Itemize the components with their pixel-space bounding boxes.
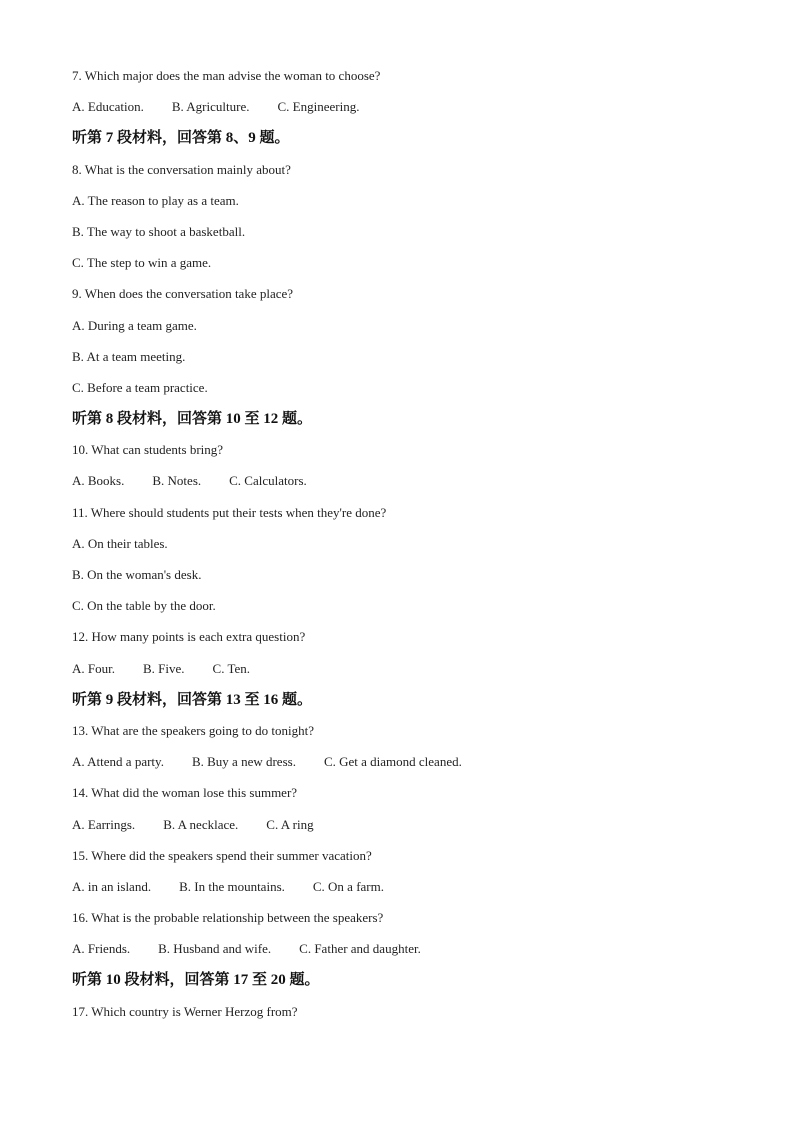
answer-option: C. Calculators. xyxy=(229,473,307,489)
answer-option: A. During a team game. xyxy=(72,317,197,333)
answer-option: A. On their tables. xyxy=(72,535,168,551)
answer-option: B. Five. xyxy=(142,660,185,676)
answer-option: A. Four. xyxy=(72,660,115,676)
question-text: 17. Which country is Werner Herzog from? xyxy=(72,1003,298,1019)
question-text: 9. When does the conversation take place? xyxy=(72,286,294,302)
question-text: 14. What did the woman lose this summer? xyxy=(72,785,298,801)
answer-option: C. On the table by the door. xyxy=(72,598,216,614)
answer-option: B. Husband and wife. xyxy=(158,941,272,957)
answer-option: A. Education. xyxy=(72,99,144,115)
answer-option: B. In the mountains. xyxy=(179,878,285,894)
question-text: 10. What can students bring? xyxy=(72,442,224,458)
answer-option: B. Notes. xyxy=(152,473,202,489)
answer-option: B. At a team meeting. xyxy=(72,348,186,364)
answer-option: C. Ten. xyxy=(212,660,251,676)
section-heading: 听第 7 段材料，回答第 8、9 题。 xyxy=(72,130,290,147)
answer-option: A. Earrings. xyxy=(72,816,136,832)
answer-option: B. Agriculture. xyxy=(171,99,250,115)
answer-option: B. Buy a new dress. xyxy=(191,754,296,770)
section-heading: 听第 8 段材料，回答第 10 至 12 题。 xyxy=(72,411,313,428)
question-text: 8. What is the conversation mainly about? xyxy=(72,161,291,177)
answer-option: C. Father and daughter. xyxy=(299,941,421,957)
answer-option: C. The step to win a game. xyxy=(72,255,212,271)
answer-option: C. Get a diamond cleaned. xyxy=(323,754,462,770)
answer-option: C. Before a team practice. xyxy=(72,379,208,395)
answer-option: C. A ring xyxy=(266,816,314,832)
answer-options-row xyxy=(72,751,752,782)
question-text: 16. What is the probable relationship between the speakers? xyxy=(72,910,384,926)
answer-option: A. Friends. xyxy=(72,941,131,957)
exam-page-body xyxy=(72,65,752,1032)
answer-options-row xyxy=(72,470,752,501)
question-text: 13. What are the speakers going to do tonight? xyxy=(72,722,315,738)
answer-option: A. Attend a party. xyxy=(72,754,164,770)
answer-options-row xyxy=(72,876,752,907)
section-heading: 听第 9 段材料，回答第 13 至 16 题。 xyxy=(72,691,313,708)
answer-options-row xyxy=(72,658,752,689)
question-text: 12. How many points is each extra question? xyxy=(72,629,306,645)
question-text: 7. Which major does the man advise the woman to choose? xyxy=(72,68,381,83)
section-heading: 听第 10 段材料，回答第 17 至 20 题。 xyxy=(72,972,320,989)
answer-option: B. A necklace. xyxy=(163,816,239,832)
answer-option: B. On the woman's desk. xyxy=(72,567,202,582)
answer-option: A. The reason to play as a team. xyxy=(72,192,239,208)
answer-option: C. On a farm. xyxy=(312,878,384,894)
answer-options-row xyxy=(72,938,752,969)
answer-options-row xyxy=(72,814,752,845)
question-text: 11. Where should students put their tests when they're done? xyxy=(72,504,387,520)
question-text: 15. Where did the speakers spend their summer vacation? xyxy=(72,847,372,863)
answer-option: C. Engineering. xyxy=(277,99,360,115)
answer-options-row xyxy=(72,96,752,127)
answer-option: B. The way to shoot a basketball. xyxy=(72,223,246,239)
answer-option: A. in an island. xyxy=(72,878,152,894)
answer-option: A. Books. xyxy=(72,473,125,489)
